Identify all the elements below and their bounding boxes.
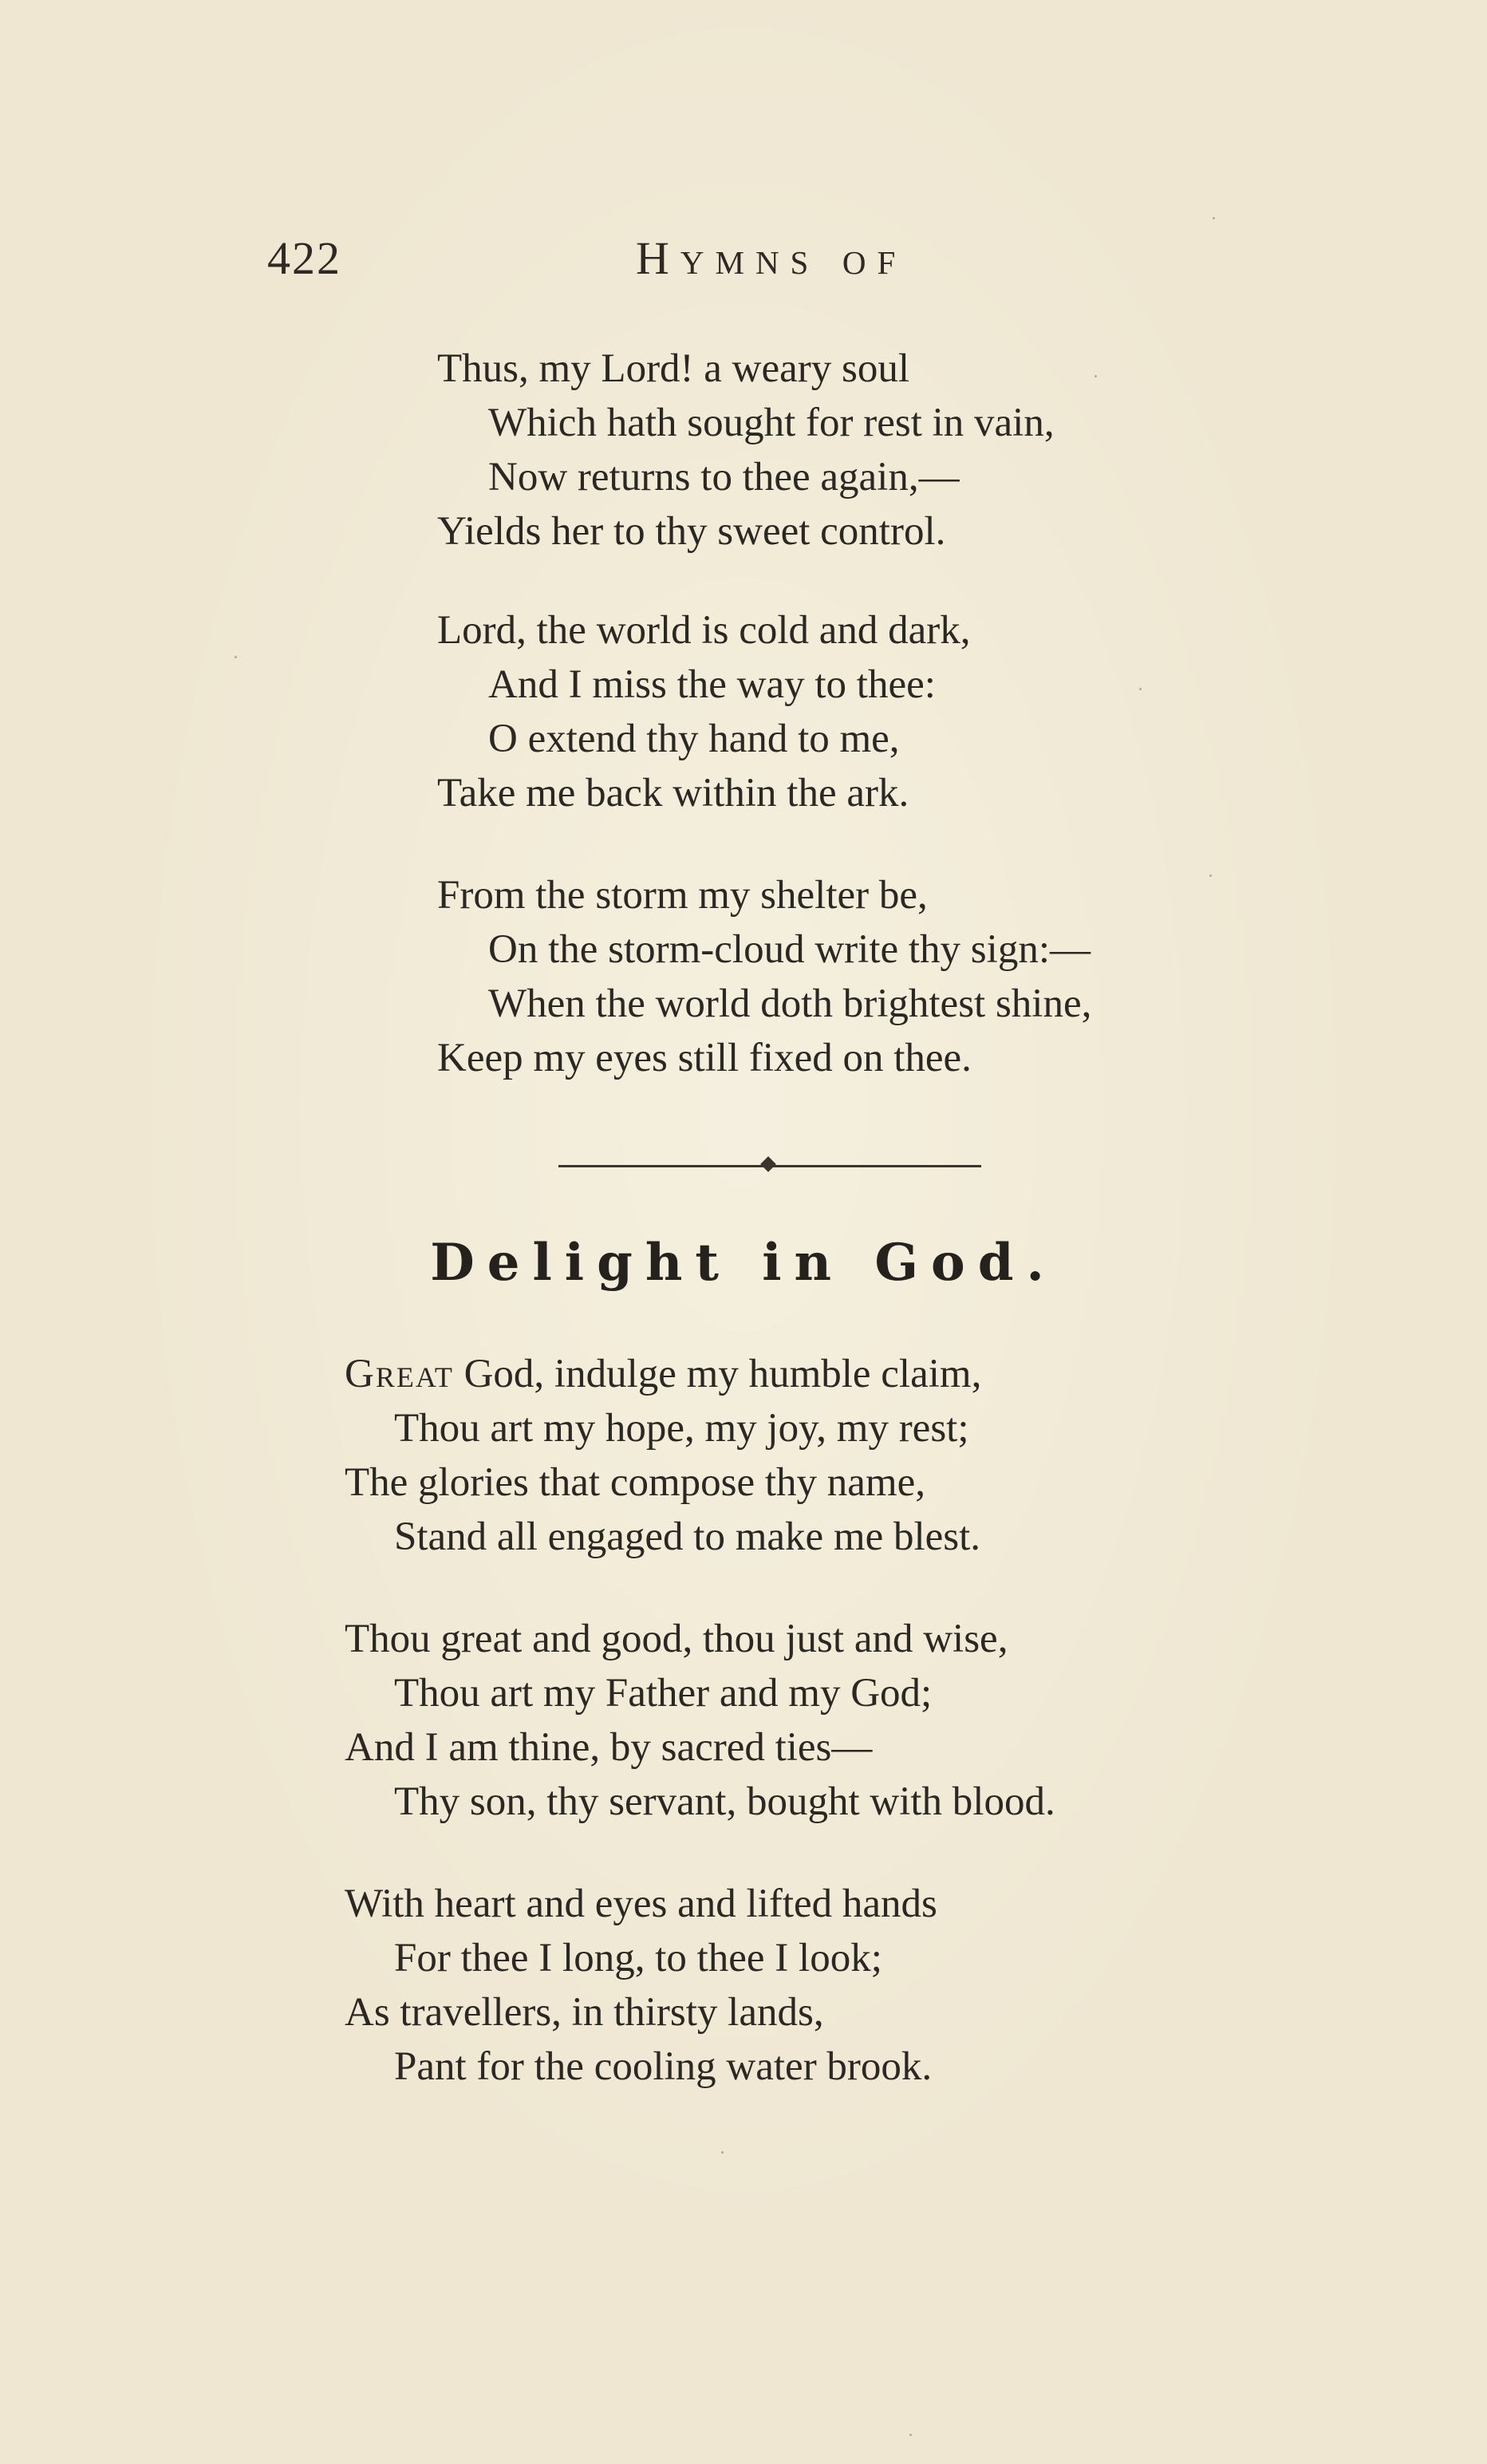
verse-line: Thus, my Lord! a weary soul <box>437 346 910 391</box>
verse-line: Now returns to thee again,— <box>488 455 960 500</box>
verse-line: As travellers, in thirsty lands, <box>345 1990 824 2035</box>
verse-line: Take me back within the ark. <box>437 771 909 815</box>
verse-line: Thou art my hope, my joy, my rest; <box>394 1406 969 1451</box>
verse-line: Stand all engaged to make me blest. <box>394 1514 981 1559</box>
verse-line: On the storm-cloud write thy sign:— <box>488 927 1091 972</box>
divider-ornament-icon <box>760 1156 776 1172</box>
verse-line: Thy son, thy servant, bought with blood. <box>394 1779 1055 1824</box>
running-title: Hymns of <box>636 232 907 284</box>
verse-line: Keep my eyes still fixed on thee. <box>437 1036 972 1080</box>
verse-line: For thee I long, to thee I look; <box>394 1936 882 1980</box>
verse-line: The glories that compose thy name, <box>345 1460 925 1505</box>
verse-line: From the storm my shelter be, <box>437 873 928 918</box>
verse-line: With heart and eyes and lifted hands <box>345 1882 937 1926</box>
verse-line: Pant for the cooling water brook. <box>394 2044 933 2089</box>
opening-word: Great <box>345 1352 454 1396</box>
verse-line: And I am thine, by sacred ties— <box>345 1725 873 1770</box>
verse-line: Yields her to thy sweet control. <box>437 509 946 554</box>
opening-line-rest: God, indulge my humble claim, <box>453 1352 982 1396</box>
verse-line: O extend thy hand to me, <box>488 717 900 761</box>
verse-line: When the world doth brightest shine, <box>488 981 1092 1026</box>
verse-line: And I miss the way to thee: <box>488 662 936 707</box>
verse-line: Thou art my Father and my God; <box>394 1671 933 1716</box>
verse-line: Thou great and good, thou just and wise, <box>345 1617 1008 1661</box>
verse-line: Lord, the world is cold and dark, <box>437 608 971 653</box>
running-head <box>267 231 1145 295</box>
verse-line-first <box>345 1350 981 1398</box>
verse-line: Which hath sought for rest in vain, <box>488 401 1055 445</box>
section-title: Delight in God. <box>430 1233 1057 1293</box>
page-number: 422 <box>267 232 341 284</box>
